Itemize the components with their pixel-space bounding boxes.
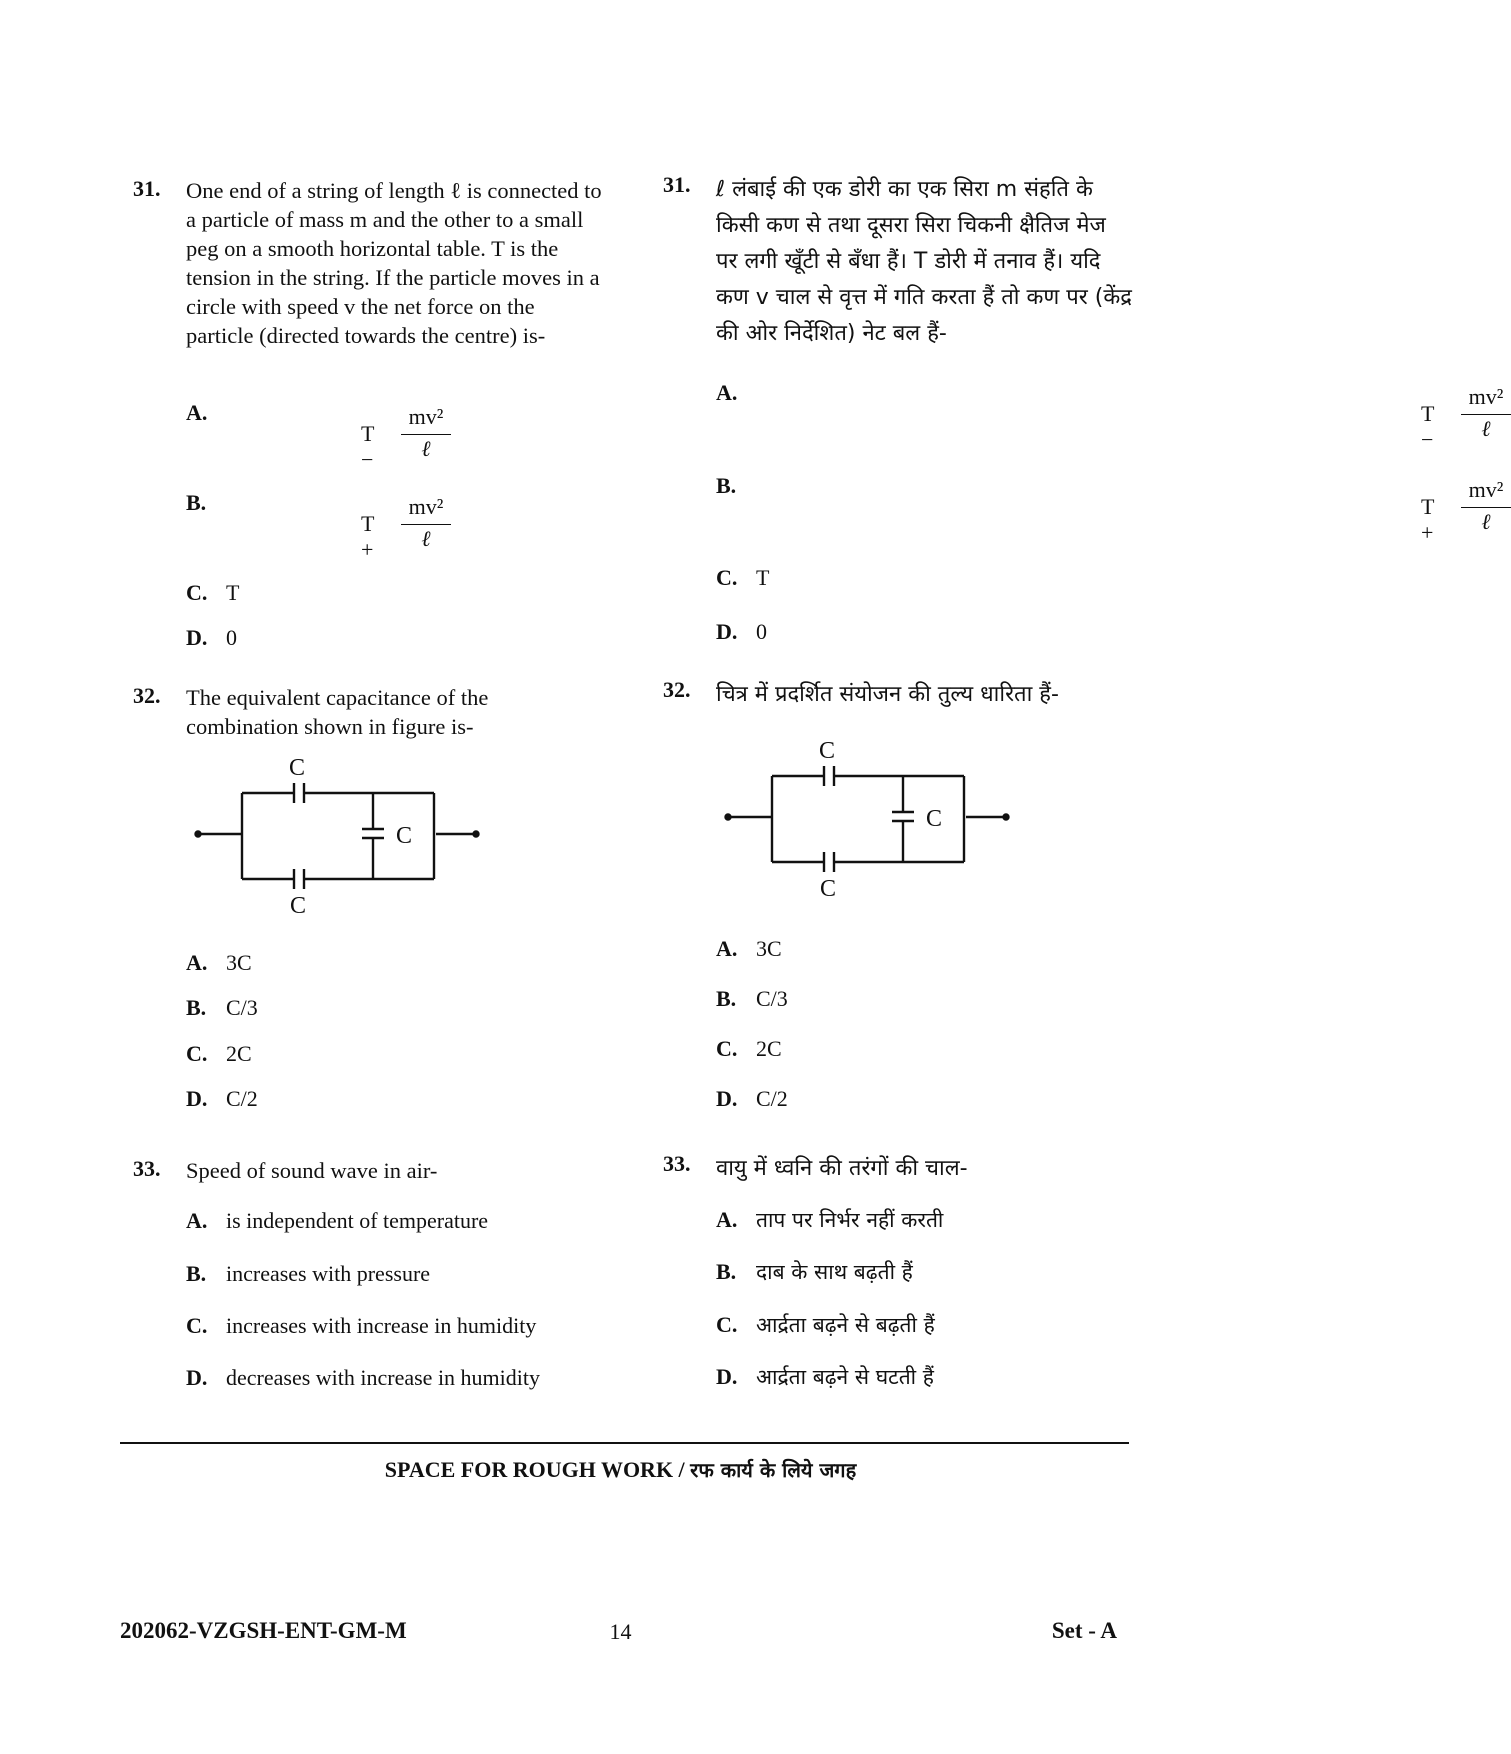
option-a: A. (186, 400, 208, 425)
option-c: C. increases with increase in humidity (186, 1313, 537, 1338)
option-b: B. दाब के साथ बढ़ती हैं (716, 1259, 913, 1284)
question-text: ℓ लंबाई की एक डोरी का एक सिरा m संहति के किसी कण से तथा दूसरा सिरा चिकनी क्षैतिज मेज पर लगी खूँटी से बँधा हैं। T डोरी में तनाव हैं। यदि कण v चाल से वृत्त में गति करता हैं तो कण पर (केंद्र की ओर निर्देशित) नेट बल हैं- (716, 177, 1132, 346)
capacitor-label-bottom: C (820, 876, 837, 902)
question-number: 33. (663, 1151, 691, 1176)
option-b: B. increases with pressure (186, 1261, 431, 1286)
option-c: C. 2C (186, 1041, 252, 1066)
question-text: Speed of sound wave in air- (186, 1158, 438, 1183)
question-number: 33. (133, 1156, 161, 1181)
option-d: D. 0 (716, 619, 767, 644)
set-label: Set - A (1051, 1618, 1117, 1643)
question-text: The equivalent capacitance of the combination shown in figure is- (186, 685, 489, 739)
capacitor-label-right: C (926, 806, 943, 832)
question-text: One end of a string of length ℓ is connected to a particle of mass m and the other to a small peg on a smooth horizontal table. T is the tension in the string. If the particle moves in a circle with speed v the net force on the particle (directed towards the centre) is- (186, 178, 602, 348)
option-d: D. C/2 (186, 1086, 258, 1111)
question-number: 32. (663, 677, 691, 702)
option-d: D. C/2 (716, 1086, 788, 1111)
question-text: वायु में ध्वनि की तरंगों की चाल- (716, 1156, 968, 1181)
divider-line (120, 1442, 1129, 1444)
capacitor-circuit-hi (720, 728, 1020, 908)
option-c: C. आर्द्रता बढ़ने से बढ़ती हैं (716, 1312, 935, 1337)
option-a: A. ताप पर निर्भर नहीं करती (716, 1207, 944, 1232)
question-number: 31. (133, 176, 161, 201)
option-a: A. 3C (186, 950, 252, 975)
option-c: C. 2C (716, 1036, 782, 1061)
option-b: B. C/3 (186, 995, 258, 1020)
page-number: 14 (609, 1619, 632, 1644)
capacitor-label-top: C (819, 738, 836, 764)
option-b: B. (186, 490, 207, 515)
question-text: चित्र में प्रदर्शित संयोजन की तुल्य धारिता हैं- (716, 682, 1059, 707)
option-a: A. (716, 380, 738, 405)
option-b: B. C/3 (716, 986, 788, 1011)
capacitor-label-top: C (289, 755, 306, 781)
capacitor-label-bottom: C (290, 893, 307, 919)
capacitor-label-right: C (396, 823, 413, 849)
option-d: D. 0 (186, 625, 237, 650)
option-a: A. 3C (716, 936, 782, 961)
option-c: C. T (186, 580, 240, 605)
capacitor-circuit-en (190, 745, 490, 925)
option-d: D. आर्द्रता बढ़ने से घटती हैं (716, 1364, 934, 1389)
question-number: 32. (133, 683, 161, 708)
option-b: B. (716, 473, 737, 498)
rough-work-heading: SPACE FOR ROUGH WORK / रफ कार्य के लिये जगह (384, 1457, 857, 1482)
option-a: A. is independent of temperature (186, 1208, 489, 1233)
question-number: 31. (663, 172, 691, 197)
paper-code: 202062-VZGSH-ENT-GM-M (120, 1618, 407, 1643)
option-c: C. T (716, 565, 770, 590)
option-d: D. decreases with increase in humidity (186, 1365, 541, 1390)
